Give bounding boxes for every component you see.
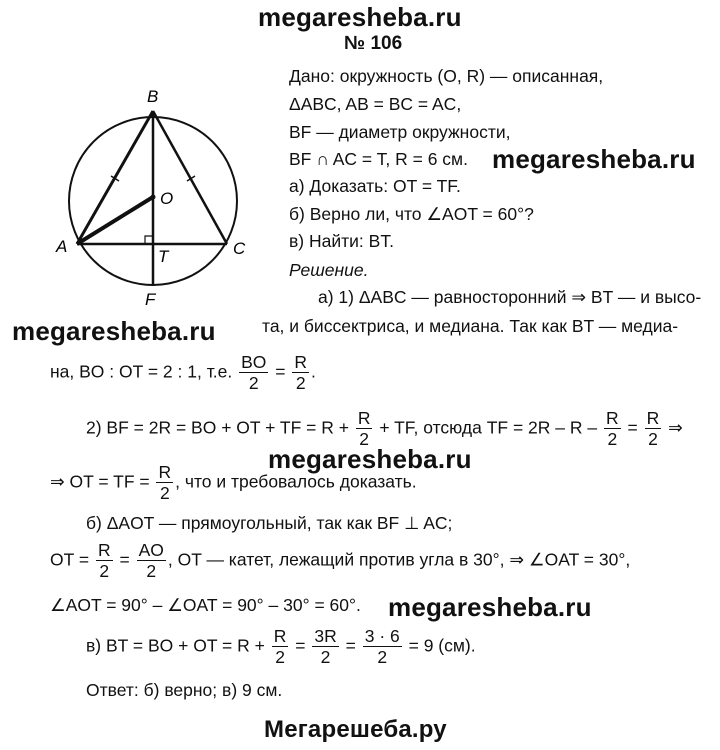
fraction-ao-2: $\frac{AO}{2}$ — [138, 540, 164, 582]
label-o: O — [160, 189, 174, 208]
watermark-top: megaresheba.ru — [258, 2, 462, 32]
given-line-5: а) Доказать: OT = TF. — [289, 176, 461, 196]
label-c: C — [233, 239, 246, 258]
given-line-4: BF ∩ AC = T, R = 6 см. — [289, 149, 468, 169]
fraction-r-2: $\frac{R}{2}$ — [605, 408, 619, 450]
fraction-r-2: $\frac{R}{2}$ — [294, 352, 308, 394]
fraction-bo-2: $\frac{BO}{2}$ — [241, 352, 267, 394]
solution-line-2: та, и биссектриса, и медиана. Так как BT — медиа- — [262, 316, 679, 336]
point-o — [151, 195, 156, 200]
solution-line-5: ⇒ OT = TF = $\frac{R}{2}$ , что и требовалось доказать. — [50, 462, 417, 504]
given-line-6: б) Верно ли, что ∠AOT = 60°? — [289, 204, 534, 224]
fraction-r-2: $\frac{R}{2}$ — [357, 408, 371, 450]
watermark-right: megaresheba.ru — [388, 592, 592, 622]
label-f: F — [145, 290, 156, 309]
fraction-r-2: $\frac{R}{2}$ — [97, 540, 111, 582]
watermark-center: megaresheba.ru — [268, 444, 472, 474]
given-line-1: Дано: окружность (O, R) — описанная, — [289, 66, 604, 86]
fraction-3x6-2: $\frac{3 \cdot 6}{2}$ — [364, 626, 400, 668]
solution-line-1: а) 1) ΔABC — равносторонний ⇒ BT — и высо- — [318, 287, 702, 307]
solution-line-9: в) BT = BO + OT = R + $\frac{R}{2}$ = $\frac{3R}{2}$ = $\frac{3 \cdot 6}{2}$ = 9 (см). — [86, 626, 476, 668]
watermark-left: megaresheba.ru — [12, 316, 216, 346]
segment-ao — [77, 197, 153, 244]
fraction-r-2: $\frac{R}{2}$ — [158, 462, 172, 504]
watermark-footer: Мегарешеба.ру — [264, 716, 447, 743]
watermark-given: megaresheba.ru — [492, 144, 696, 174]
fraction-r-2: $\frac{R}{2}$ — [646, 408, 660, 450]
solution-line-4: 2) BF = 2R = BO + OT + TF = R + $\frac{R}{2}$ + TF, отсюда TF = 2R – R – $\frac{R}{2}$ = $\frac{R}{2}$ ⇒ — [86, 408, 683, 450]
label-t: T — [158, 247, 169, 266]
answer-line: Ответ: б) верно; в) 9 см. — [86, 680, 283, 700]
given-line-7: в) Найти: BT. — [289, 231, 394, 251]
solution-line-8: ∠AOT = 90° – ∠OAT = 90° – 30° = 60°. — [50, 595, 361, 615]
solution-line-7: OT = $\frac{R}{2}$ = $\frac{AO}{2}$ , OT — катет, лежащий против угла в 30°, ⇒ ∠OAT = 30°, — [50, 540, 631, 582]
label-b: B — [147, 87, 159, 106]
side-ab — [77, 111, 153, 244]
side-bc — [153, 111, 227, 244]
solution-line-3: на, BO : OT = 2 : 1, т.е. $\frac{BO}{2}$ = $\frac{R}{2}$ . — [50, 352, 316, 394]
fraction-r-2: $\frac{R}{2}$ — [273, 626, 287, 668]
solution-heading: Решение. — [289, 260, 369, 280]
solution-line-6: б) ΔAOT — прямоугольный, так как BF ⊥ AC; — [86, 513, 453, 533]
geometry-figure — [40, 78, 280, 318]
label-a: A — [56, 237, 68, 256]
fraction-3r-2: $\frac{3R}{2}$ — [314, 626, 337, 668]
given-line-2: ΔABC, AB = BC = AC, — [289, 94, 462, 114]
given-line-3: BF — диаметр окружности, — [289, 122, 511, 142]
problem-number: № 106 — [344, 33, 403, 54]
